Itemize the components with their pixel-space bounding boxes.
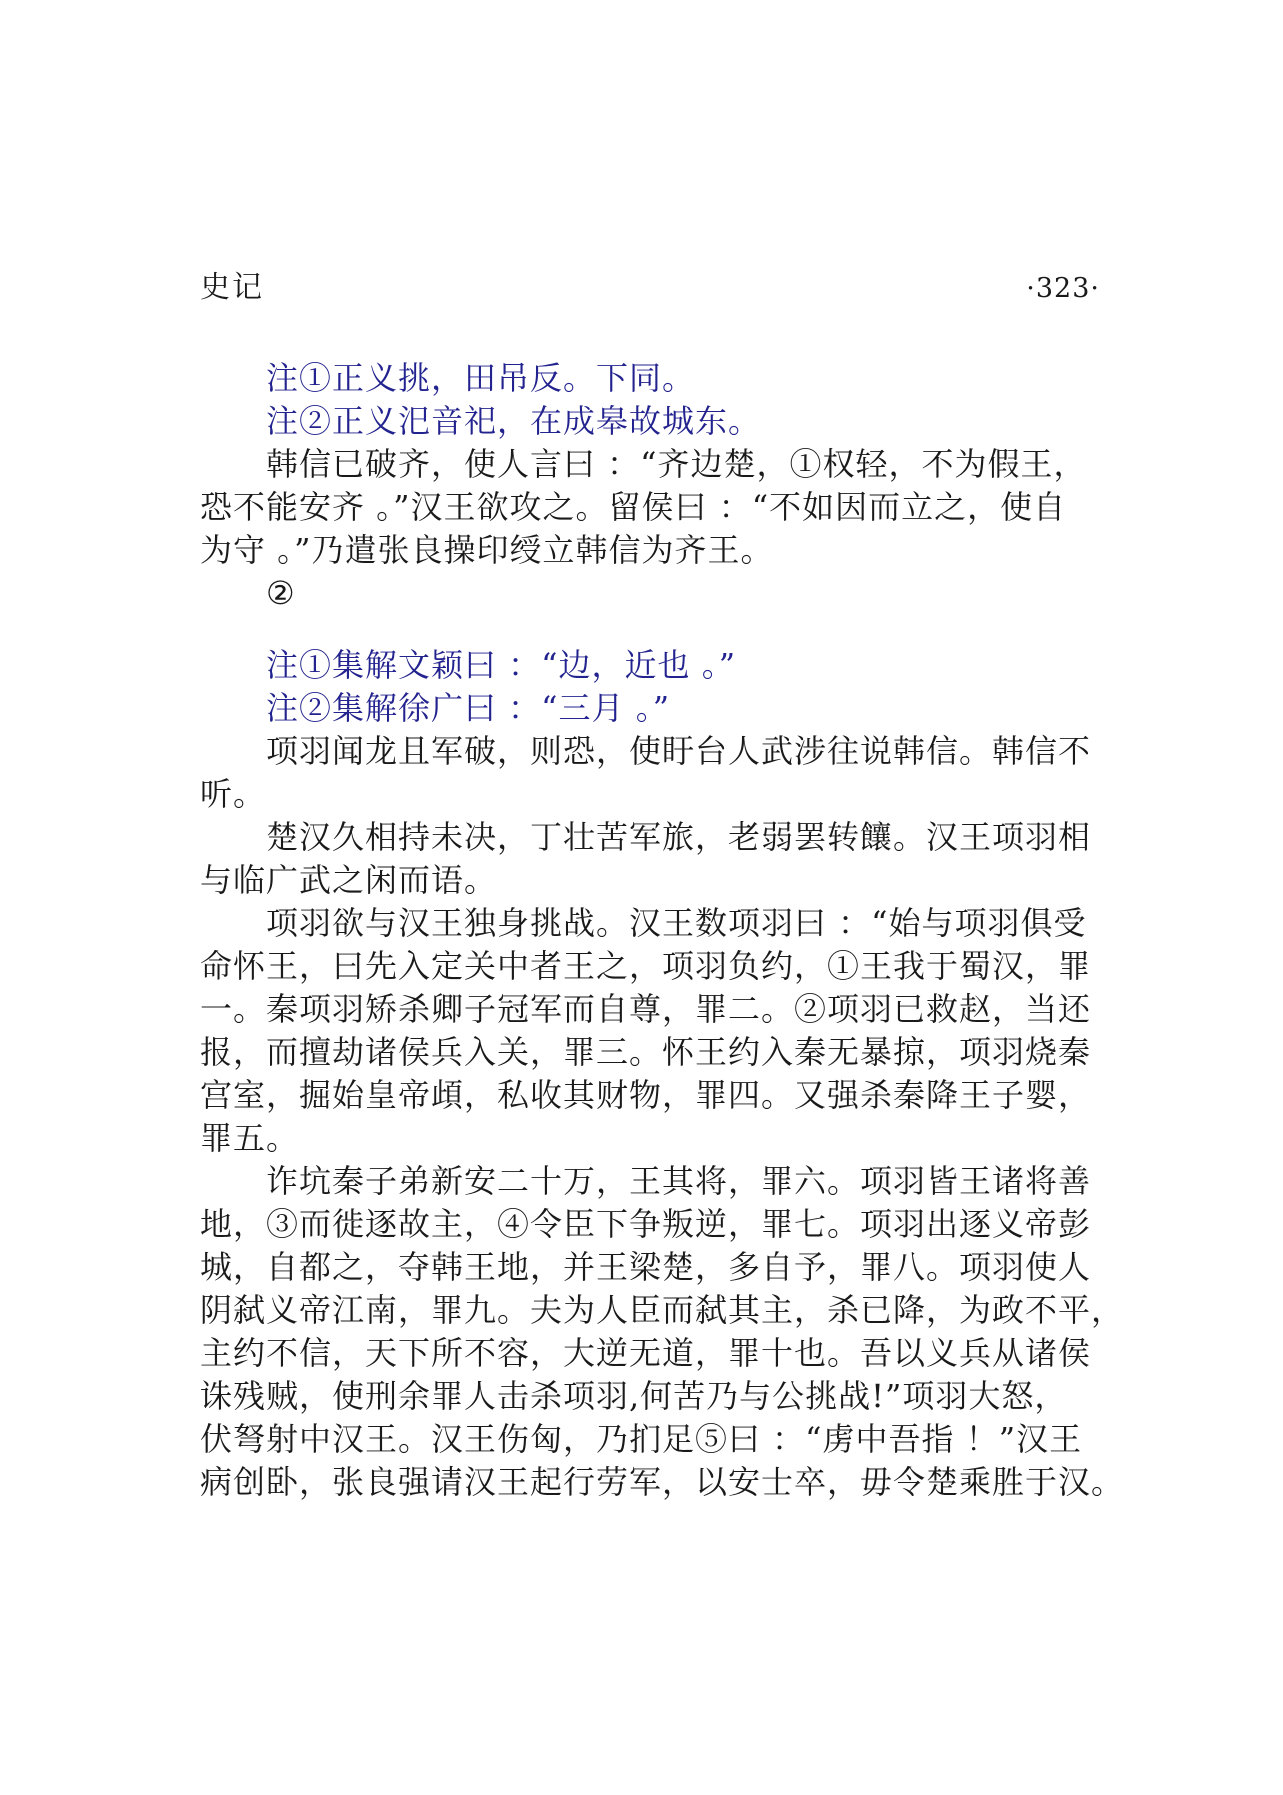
footnote-line: 注②正义汜音祀，在成皋故城东。 — [266, 402, 762, 440]
paragraph-line: 城，自都之，夺韩王地，并王梁楚，多自予，罪八。项羽使人 — [200, 1248, 1092, 1286]
paragraph-line: 伏弩射中汉王。汉王伤匈，乃扪足⑤曰 ：“虏中吾指 ！”汉王 — [200, 1420, 1083, 1458]
paragraph-line: 阴弑义帝江南，罪九。夫为人臣而弑其主，杀已降，为政不平， — [200, 1291, 1125, 1329]
paragraph-line: 听。 — [200, 775, 267, 813]
paragraph-line: 一。秦项羽矫杀卿子冠军而自尊，罪二。②项羽已救赵，当还 — [200, 990, 1092, 1028]
paragraph-line: 项羽欲与汉王独身挑战。汉王数项羽曰 ：“始与项羽俱受 — [266, 904, 1087, 942]
paragraph-line: 诈坑秦子弟新安二十万，王其将，罪六。项羽皆王诸将善 — [266, 1162, 1092, 1200]
paragraph-line: 病创卧，张良强请汉王起行劳军，以安士卒，毋令楚乘胜于汉。 — [200, 1463, 1125, 1501]
paragraph-line: 楚汉久相持未决，丁壮苦军旅，老弱罢转饟。汉王项羽相 — [266, 818, 1092, 856]
paragraph-line: 命怀王，曰先入定关中者王之，项羽负约，①王我于蜀汉，罪 — [200, 947, 1092, 985]
paragraph-line: 为守 。”乃遣张良操印绶立韩信为齐王。 — [200, 531, 774, 569]
blank-gap — [200, 615, 1110, 644]
page-header — [200, 262, 1100, 306]
paragraph-line: 主约不信，天下所不容，大逆无道，罪十也。吾以义兵从诸侯 — [200, 1334, 1092, 1372]
footnote-line: 注①集解文颖曰 ：“边，近也 。” — [266, 646, 737, 684]
paragraph-line: 报，而擅劫诸侯兵入关，罪三。怀王约入秦无暴掠，项羽烧秦 — [200, 1033, 1092, 1071]
footnote-line: 注②集解徐广曰 ：“三月 。” — [266, 689, 671, 727]
note-marker-line: ② — [266, 574, 296, 612]
paragraph-line: 宫室，掘始皇帝頉，私收其财物，罪四。又强杀秦降王子婴， — [200, 1076, 1092, 1114]
body-text — [200, 357, 1125, 1504]
page-number: ·323· — [1026, 273, 1100, 304]
paragraph-line: 项羽闻龙且军破，则恐，使盱台人武涉往说韩信。韩信不 — [266, 732, 1092, 770]
paragraph-line: 韩信已破齐，使人言曰 ：“齐边楚，①权轻，不为假王， — [266, 445, 1087, 483]
paragraph-line: 恐不能安齐 。”汉王欲攻之。留侯曰 ：“不如因而立之，使自 — [200, 488, 1067, 526]
paragraph-line: 诛残贼，使刑余罪人击杀项羽,何苦乃与公挑战!”项羽大怒， — [200, 1377, 1068, 1415]
footnote-line: 注①正义挑，田吊反。下同。 — [266, 359, 696, 397]
paragraph-line: 地，③而徙逐故主，④令臣下争叛逆，罪七。项羽出逐义帝彭 — [200, 1205, 1092, 1243]
paragraph-line: 与临广武之闲而语。 — [200, 861, 498, 899]
paragraph-line: 罪五。 — [200, 1119, 300, 1157]
book-title: 史记 — [200, 270, 264, 305]
